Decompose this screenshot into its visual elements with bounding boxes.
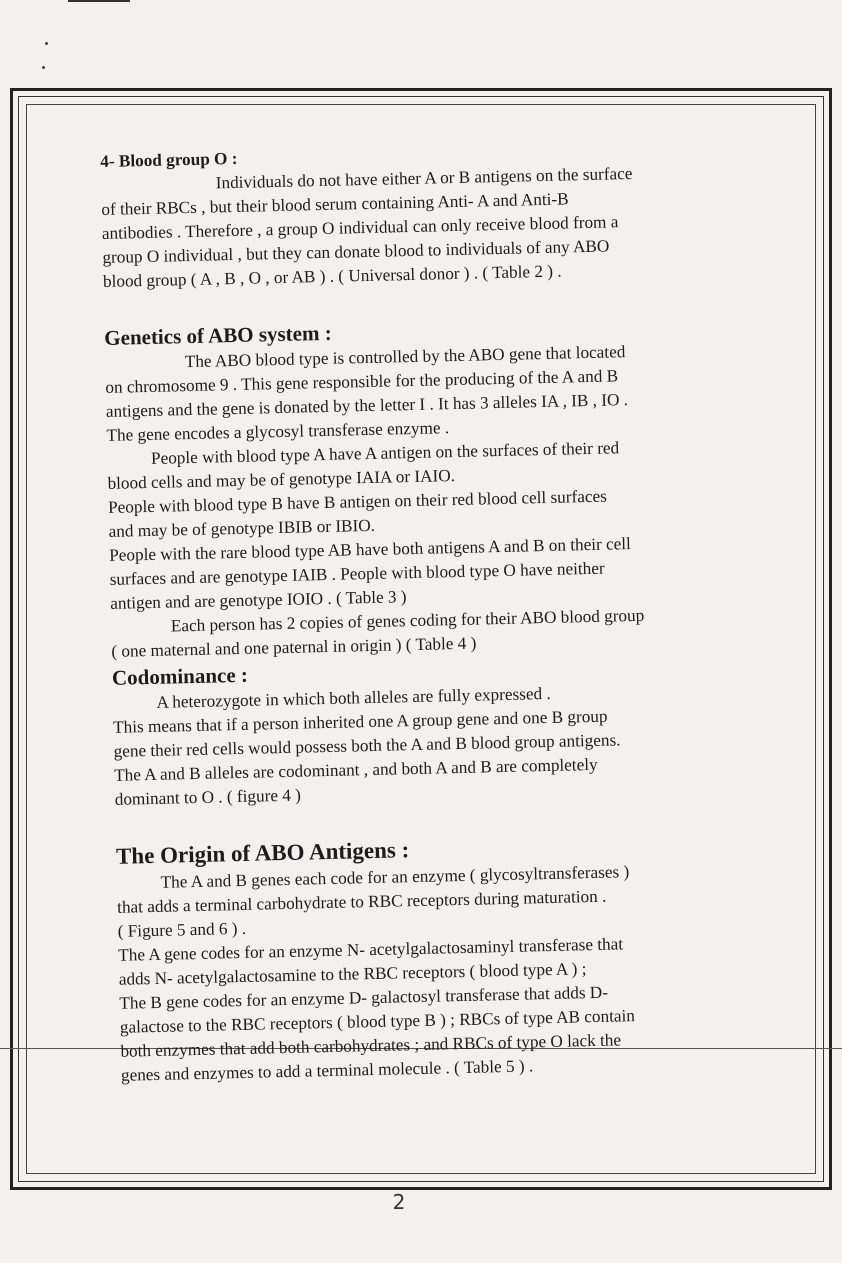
paragraph-line: group O individual , but they can donate blood to individuals of any ABO bbox=[102, 236, 610, 267]
paragraph-line: adds N- acetylgalactosamine to the RBC receptors ( blood type A ) ; bbox=[118, 959, 587, 989]
paragraph-line: blood cells and may be of genotype IAIA or IAIO. bbox=[107, 466, 456, 493]
paragraph-line: People with blood type A have A antigen on the surfaces of their red bbox=[150, 438, 620, 468]
genetics-heading: Genetics of ABO system : bbox=[103, 320, 332, 350]
paragraph-line: that adds a terminal carbohydrate to RBC receptors during maturation . bbox=[116, 886, 607, 917]
origin-heading: The Origin of ABO Antigens : bbox=[115, 837, 410, 869]
codominance-section bbox=[112, 650, 735, 812]
paragraph-line: ( Figure 5 and 6 ) . bbox=[117, 918, 247, 941]
paragraph-line: Individuals do not have either A or B antigens on the surface bbox=[215, 163, 633, 193]
paragraph-line: and may be of genotype IBIB or IBIO. bbox=[108, 515, 376, 541]
paragraph-line: Each person has 2 copies of genes coding for their ABO blood group bbox=[170, 605, 645, 636]
codominance-heading: Codominance : bbox=[111, 662, 249, 690]
paragraph-line: The B gene codes for an enzyme D- galactosyl transferase that adds D- bbox=[119, 982, 609, 1013]
paragraph-line: antigen and are genotype IOIO . ( Table 3 ) bbox=[110, 587, 407, 613]
paragraph-line: A heterozygote in which both alleles are fully expressed . bbox=[156, 683, 551, 712]
paragraph-line: on chromosome 9 . This gene responsible for the producing of the A and B bbox=[105, 366, 619, 397]
genetics-section bbox=[104, 310, 732, 664]
paragraph-line: The A and B alleles are codominant , and both A and B are completely bbox=[113, 754, 598, 785]
blood-group-o-section bbox=[100, 136, 723, 294]
paragraph-line: genes and enzymes to add a terminal molecule . ( Table 5 ) . bbox=[120, 1056, 534, 1085]
paragraph-line: antigens and the gene is donated by the letter I . It has 3 alleles IA , IB , IO . bbox=[105, 390, 629, 421]
page-number: 2 bbox=[392, 1190, 406, 1214]
paragraph-line: ( one maternal and one paternal in origin ) ( Table 4 ) bbox=[111, 633, 477, 661]
paragraph-line: The gene encodes a glycosyl transferase enzyme . bbox=[106, 418, 450, 445]
top-mark bbox=[68, 0, 130, 2]
speck bbox=[42, 66, 45, 69]
paragraph-line: This means that if a person inherited one A group gene and one B group bbox=[112, 706, 608, 737]
paragraph-line: both enzymes that add both carbohydrates ; and RBCs of type O lack the bbox=[120, 1030, 622, 1061]
paragraph-line: People with the rare blood type AB have both antigens A and B on their cell bbox=[108, 534, 632, 565]
paragraph-line: galactose to the RBC receptors ( blood type B ) ; RBCs of type AB contain bbox=[119, 1006, 636, 1037]
speck bbox=[45, 42, 48, 45]
paragraph-line: The ABO blood type is controlled by the ABO gene that located bbox=[184, 342, 626, 372]
blood-group-o-heading: 4- Blood group O : bbox=[100, 148, 238, 171]
paragraph-line: dominant to O . ( figure 4 ) bbox=[114, 785, 302, 809]
paragraph-line: People with blood type B have B antigen on their red blood cell surfaces bbox=[107, 486, 607, 517]
origin-section bbox=[116, 828, 741, 1088]
paragraph-line: surfaces and are genotype IAIB . People with blood type O have neither bbox=[109, 558, 605, 589]
paragraph-line: antibodies . Therefore , a group O individual can only receive blood from a bbox=[101, 212, 619, 243]
paragraph-line: gene their red cells would possess both the A and B blood group antigens. bbox=[113, 730, 621, 761]
paragraph-line: of their RBCs , but their blood serum containing Anti- A and Anti-B bbox=[101, 189, 569, 219]
paragraph-line: blood group ( A , B , O , or AB ) . ( Universal donor ) . ( Table 2 ) . bbox=[102, 261, 562, 291]
document-body bbox=[100, 136, 741, 1088]
paragraph-line: The A and B genes each code for an enzyme ( glycosyltransferases ) bbox=[160, 862, 630, 892]
paragraph-line: The A gene codes for an enzyme N- acetylgalactosaminyl transferase that bbox=[118, 934, 624, 965]
